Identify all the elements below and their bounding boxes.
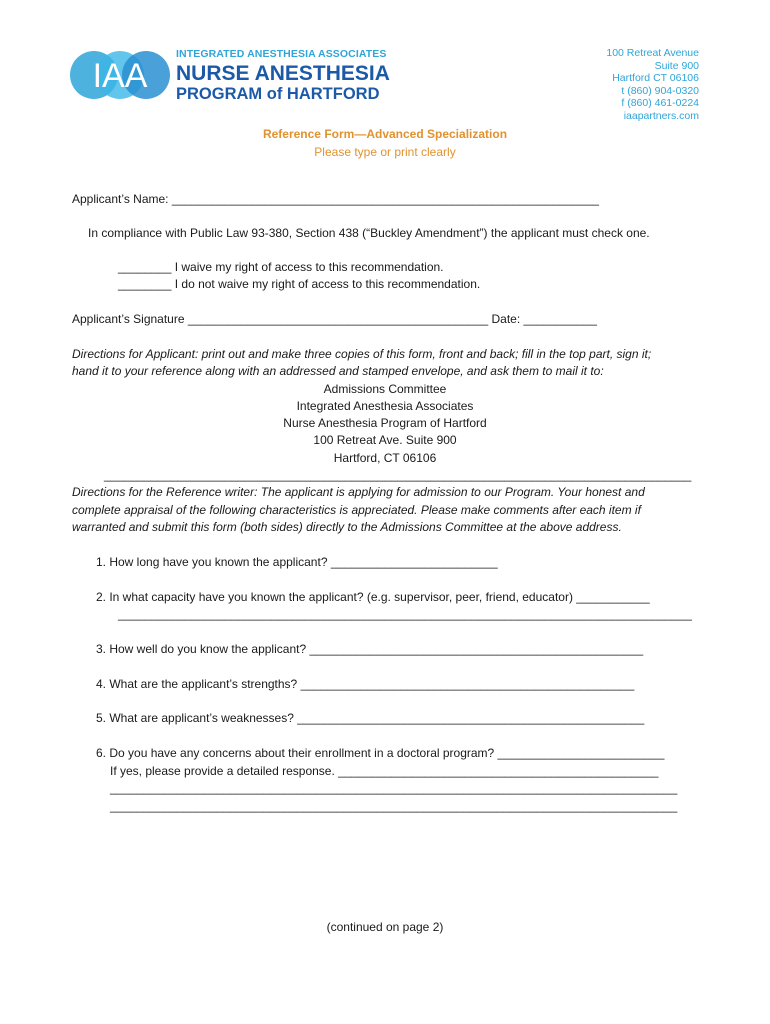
signature-date-field[interactable]: Applicant’s Signature _____________________________________________ Date: ___________ xyxy=(72,312,597,326)
iaa-logo-mark xyxy=(70,44,170,106)
logo-line-1: INTEGRATED ANESTHESIA ASSOCIATES xyxy=(176,48,387,60)
address-web: iaapartners.com xyxy=(623,109,699,122)
question-4[interactable]: 4. What are the applicant’s strengths? __________________________________________________ xyxy=(96,677,635,691)
mail-to-line-1: Admissions Committee xyxy=(323,382,447,396)
address-block xyxy=(606,47,699,123)
directions-reference-line-1: Directions for the Reference writer: The applicant is applying for admission to our Program. Your honest and xyxy=(72,485,645,499)
question-6[interactable]: 6. Do you have any concerns about their enrollment in a doctoral program? _________________________ xyxy=(96,746,665,760)
address-suite: Suite 900 xyxy=(654,59,699,72)
logo-mark-text: IAA xyxy=(92,57,148,95)
address-street: 100 Retreat Avenue xyxy=(606,47,699,59)
directions-applicant-line-2: hand it to your reference along with an addressed and stamped envelope, and ask them to mail it to: xyxy=(72,364,604,378)
address-fax: f (860) 461-0224 xyxy=(621,97,699,110)
directions-reference-line-3: warranted and submit this form (both sides) directly to the Admissions Committee at the above address. xyxy=(72,520,622,534)
address-city: Hartford CT 06106 xyxy=(612,72,699,85)
directions-reference-line-2: complete appraisal of the following characteristics is appreciated. Please make comments after each item if xyxy=(72,503,641,517)
question-2[interactable]: 2. In what capacity have you known the applicant? (e.g. supervisor, peer, friend, educator) ___________ xyxy=(96,590,650,604)
question-5[interactable]: 5. What are applicant’s weaknesses? ____________________________________________________ xyxy=(96,711,645,725)
logo-wordmark xyxy=(176,48,406,104)
mail-to-line-5: Hartford, CT 06106 xyxy=(333,451,437,465)
mail-to-line-4: 100 Retreat Ave. Suite 900 xyxy=(313,433,457,447)
directions-applicant-line-1: Directions for Applicant: print out and make three copies of this form, front and back; fill in the top part, sign it; xyxy=(72,347,652,361)
logo-line-2: NURSE ANESTHESIA xyxy=(176,62,390,85)
applicant-name-field[interactable]: Applicant’s Name: ________________________________________________________________ xyxy=(72,192,599,206)
question-3[interactable]: 3. How well do you know the applicant? __________________________________________________ xyxy=(96,642,644,656)
form-title: Reference Form—Advanced Specialization xyxy=(262,127,508,141)
question-1[interactable]: 1. How long have you known the applicant? _________________________ xyxy=(96,555,498,569)
section-divider: ________________________________________________________________________________________ xyxy=(104,468,692,482)
not-waive-option[interactable]: ________ I do not waive my right of access to this recommendation. xyxy=(118,277,481,291)
mail-to-line-3: Nurse Anesthesia Program of Hartford xyxy=(283,416,487,430)
mail-to-line-2: Integrated Anesthesia Associates xyxy=(296,399,474,413)
question-2-answer-line[interactable]: ______________________________________________________________________________________ xyxy=(118,607,692,621)
continued-note: (continued on page 2) xyxy=(326,920,444,934)
question-6-answer-line-1[interactable]: _____________________________________________________________________________________ xyxy=(110,781,678,795)
form-subtitle: Please type or print clearly xyxy=(314,145,456,159)
compliance-statement: In compliance with Public Law 93-380, Section 438 (“Buckley Amendment”) the applicant must check one. xyxy=(88,226,650,240)
logo-line-3: PROGRAM of HARTFORD xyxy=(176,85,380,103)
waive-option[interactable]: ________ I waive my right of access to this recommendation. xyxy=(118,260,444,274)
question-6-answer-line-2[interactable]: _____________________________________________________________________________________ xyxy=(110,799,678,813)
question-6-followup[interactable]: If yes, please provide a detailed response. ________________________________________________ xyxy=(110,764,659,778)
address-tel: t (860) 904-0320 xyxy=(621,84,699,97)
iaa-logo xyxy=(70,44,400,106)
